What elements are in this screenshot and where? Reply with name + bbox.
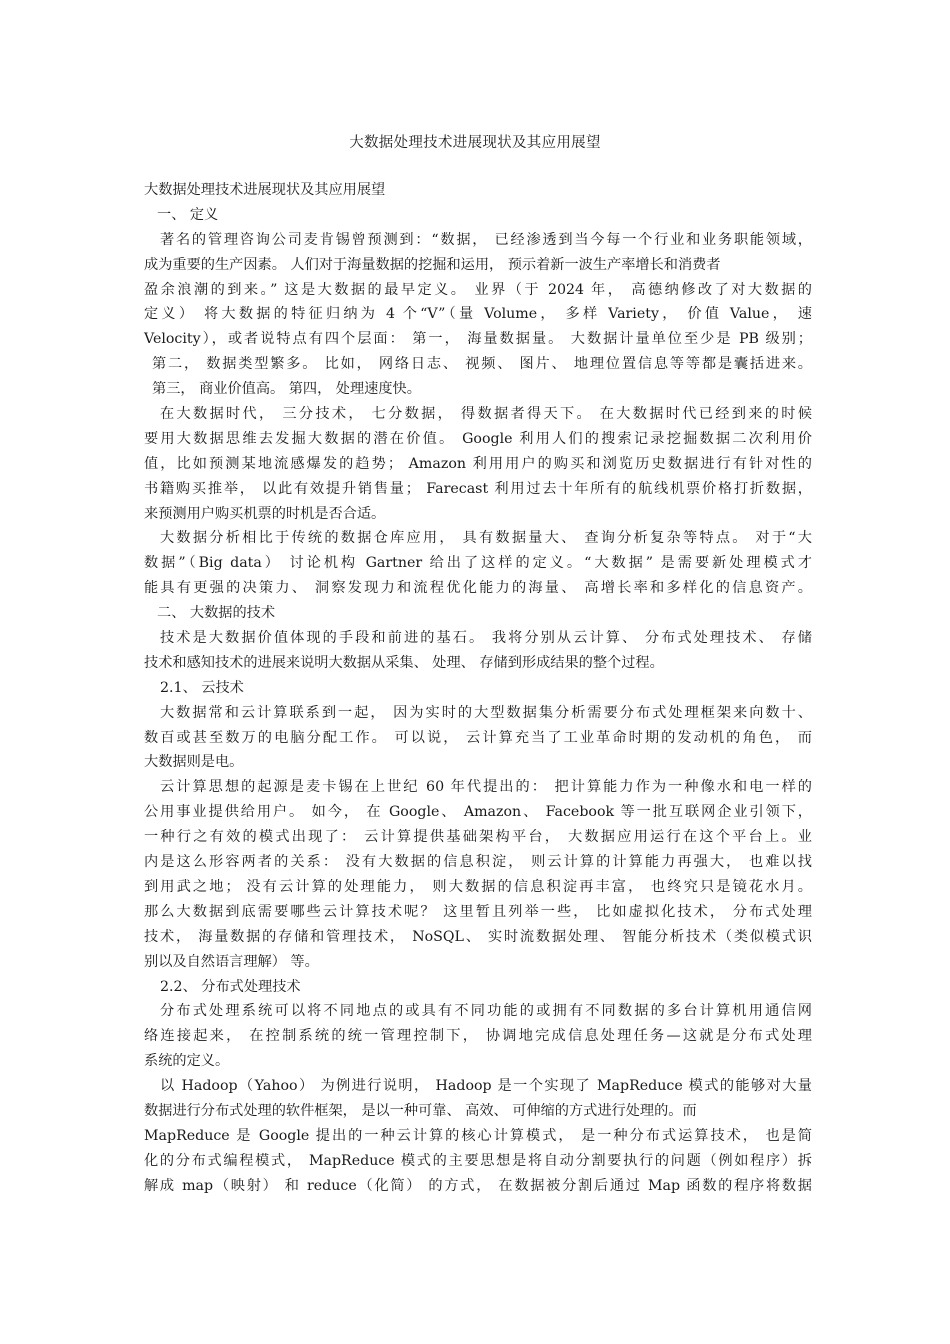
text-line: 能具有更强的决策力、 洞察发现力和流程优化能力的海量、 高增长率和多样化的信息资产。 — [144, 580, 812, 597]
text-line: 分布式处理系统可以将不同地点的或具有不同功能的或拥有不同数据的多台计算机用通信网 — [160, 1003, 812, 1020]
text-line: 云计算思想的起源是麦卡锡在上世纪 60 年代提出的： 把计算能力作为一种像水和电一样的 — [160, 779, 812, 796]
text-line: 书籍购买推举， 以此有效提升销售量； Farecast 利用过去十年所有的航线机票价格打折数据， — [144, 480, 812, 497]
text-line: 以 Hadoop（Yahoo） 为例进行说明， Hadoop 是一个实现了 MapReduce 模式的能够对大量 — [160, 1078, 812, 1095]
text-line: 那么大数据到底需要哪些云计算技术呢？ 这里暂且列举一些， 比如虚拟化技术， 分布式处理 — [144, 903, 812, 920]
text-line: 技术是大数据价值体现的手段和前进的基石。 我将分别从云计算、 分布式处理技术、 存储 — [160, 630, 812, 647]
text-line: 在大数据时代， 三分技术， 七分数据， 得数据者得天下。 在大数据时代已经到来的时候 — [160, 406, 812, 423]
text-line: 著名的管理咨询公司麦肯锡曾预测到：“数据， 已经渗透到当今每一个行业和业务职能领域， — [160, 231, 812, 248]
text-line: 大数据分析相比于传统的数据仓库应用， 具有数据量大、 查询分析复杂等特点。 对于“大 — [160, 530, 812, 547]
text-line: 一、 定义 — [157, 206, 219, 223]
text-line: 系统的定义。 — [144, 1053, 230, 1070]
text-line: 来预测用户购买机票的时机是否合适。 — [144, 505, 386, 522]
text-line: 大数据则是电。 — [144, 754, 244, 771]
text-line: 成为重要的生产因素。 人们对于海量数据的挖掘和运用， 预示着新一波生产率增长和消费者 — [144, 256, 721, 273]
text-line: 别以及自然语言理解） 等。 — [144, 953, 319, 970]
text-line: 到用武之地； 没有云计算的处理能力， 则大数据的信息积淀再丰富， 也终究只是镜花水月。 — [144, 878, 812, 895]
text-line: 数百或甚至数万的电脑分配工作。 可以说， 云计算充当了工业革命时期的发动机的角色， 而 — [144, 729, 812, 746]
text-line: 数据”（Big data） 讨论机构 Gartner 给出了这样的定义。“大数据” 是需要新处理模式才 — [144, 555, 812, 572]
text-line: 2.1、 云技术 — [160, 679, 244, 696]
text-line: 大数据常和云计算联系到一起， 因为实时的大型数据集分析需要分布式处理框架来向数十、 — [160, 704, 812, 721]
text-line: 公用事业提供给用户。 如今， 在 Google、 Amazon、 Facebook 等一批互联网企业引领下， — [144, 804, 812, 821]
text-line: 解成 map（映射） 和 reduce（化简） 的方式， 在数据被分割后通过 Map 函数的程序将数据 — [144, 1177, 812, 1194]
text-line: 二、 大数据的技术 — [157, 605, 276, 622]
text-line: 一种行之有效的模式出现了： 云计算提供基础架构平台， 大数据应用运行在这个平台上。业 — [144, 829, 812, 846]
text-line: 第三， 商业价值高。 第四， 处理速度快。 — [152, 381, 421, 398]
text-line: 数据进行分布式处理的软件框架， 是以一种可靠、 高效、 可伸缩的方式进行处理的。而 — [144, 1102, 697, 1119]
text-line: 值，比如预测某地流感爆发的趋势； Amazon 利用用户的购买和浏览历史数据进行有针对性的 — [144, 455, 812, 472]
text-line: 内是这么形容两者的关系： 没有大数据的信息积淀， 则云计算的计算能力再强大， 也难以找 — [144, 854, 812, 871]
text-line: MapReduce 是 Google 提出的一种云计算的核心计算模式， 是一种分布式运算技术， 也是简 — [144, 1127, 812, 1144]
text-line: 技术和感知技术的进展来说明大数据从采集、 处理、 存储到形成结果的整个过程。 — [144, 654, 664, 671]
text-line: 第二， 数据类型繁多。 比如， 网络日志、 视频、 图片、 地理位置信息等等都是囊括进来。 — [152, 356, 812, 373]
text-line: 要用大数据思维去发掘大数据的潜在价值。 Google 利用人们的搜索记录挖掘数据二次利用价 — [144, 430, 812, 447]
text-line: 络连接起来， 在控制系统的统一管理控制下， 协调地完成信息处理任务—这就是分布式处理 — [144, 1028, 812, 1045]
text-line: Velocity），或者说特点有四个层面： 第一， 海量数据量。 大数据计量单位至少是 PB 级别； — [144, 331, 812, 348]
text-line: 2.2、 分布式处理技术 — [160, 978, 301, 995]
document-body — [144, 178, 812, 1199]
text-line: 大数据处理技术进展现状及其应用展望 — [144, 182, 386, 198]
document-title: 大数据处理技术进展现状及其应用展望 — [349, 135, 601, 151]
text-line: 定义） 将大数据的特征归纳为 4 个“V”（量 Volume， 多样 Variety， 价值 Value， 速 — [144, 306, 812, 323]
text-line: 技术， 海量数据的存储和管理技术， NoSQL、 实时流数据处理、 智能分析技术（类似模式识 — [144, 928, 812, 945]
text-line: 盈余浪潮的到来。” 这是大数据的最早定义。 业界（于 2024 年， 高德纳修改了对大数据的 — [144, 281, 812, 298]
text-line: 化的分布式编程模式， MapReduce 模式的主要思想是将自动分割要执行的问题（例如程序）拆 — [144, 1152, 812, 1169]
